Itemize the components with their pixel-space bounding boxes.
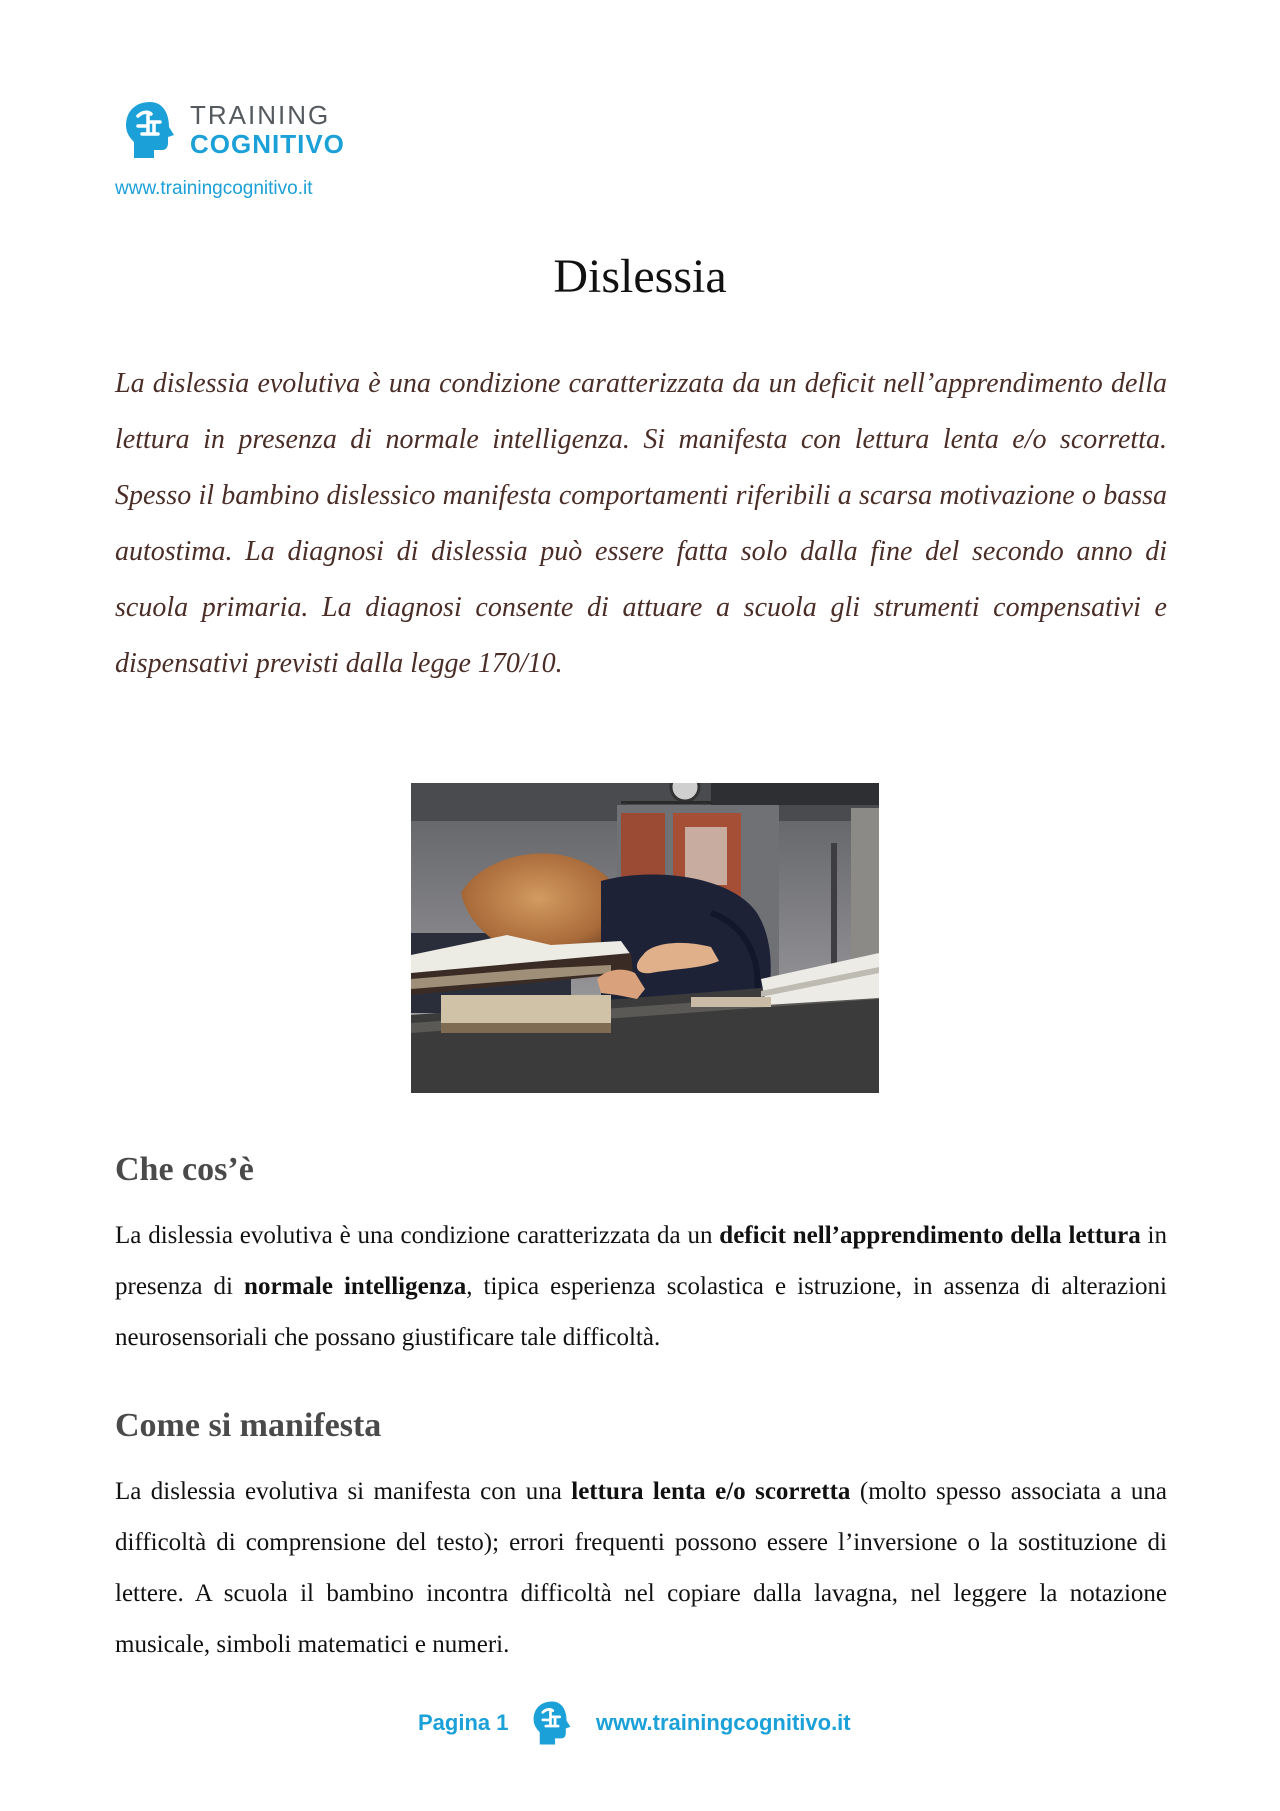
footer-site-url[interactable]: www.trainingcognitivo.it <box>596 1710 851 1735</box>
paragraph-come-si-manifesta <box>115 1466 1167 1670</box>
page-number: Pagina 1 <box>418 1710 509 1735</box>
heading-come-si-manifesta: Come si manifesta <box>115 1407 382 1444</box>
text-fragment: La dislessia evolutiva si manifesta con una <box>115 1478 572 1505</box>
bold-phrase: lettura lenta e/o scorretta <box>571 1478 851 1505</box>
page-title: Dislessia <box>553 250 727 303</box>
paragraph-che-cose <box>115 1210 1167 1363</box>
text-fragment: La dislessia evolutiva è una condizione caratterizzata da un <box>115 1222 720 1249</box>
text-fragment: in presenza di <box>115 1222 1167 1300</box>
text-fragment: (molto spesso associata a una difficoltà di comprensione del testo); errori frequenti possono essere l’inversione o la sostituzione di lettere. A scuola il bambino incontra difficoltà nel copiare dalla lavagna, nel leggere la notazione musicale, simboli matematici e numeri. <box>115 1478 1168 1658</box>
head-brain-icon <box>532 1700 572 1746</box>
page-footer <box>0 1700 1280 1746</box>
head-brain-icon <box>124 100 176 160</box>
lead-paragraph: La dislessia evolutiva è una condizione caratterizzata da un deficit nell’apprendimento della lettura in presenza di normale intelligenza. Si manifesta con lettura lenta e/o scorretta. Spesso il bambino dislessico manifesta comportamenti riferibili a scarsa motivazione o bassa autostima. La diagnosi di dislessia può essere fatta solo dalla fine del secondo anno di scuola primaria. La diagnosi consente di attuare a scuola gli strumenti compensativi e dispensativi previsti dalla legge 170/10. <box>115 368 1167 679</box>
student-on-books-photo <box>411 783 879 1093</box>
logo-text-training: TRAINING <box>190 100 331 130</box>
text-fragment: , tipica esperienza scolastica e istruzione, in assenza di alterazioni neurosensoriali che possano giustificare tale difficoltà. <box>115 1273 1167 1351</box>
logo-text-cognitivo: COGNITIVO <box>190 129 345 159</box>
brand-logo <box>118 96 378 166</box>
heading-che-cose: Che cos’è <box>115 1151 254 1188</box>
header-site-url[interactable]: www.trainingcognitivo.it <box>115 178 313 199</box>
bold-phrase: normale intelligenza <box>244 1273 467 1300</box>
bold-phrase: deficit nell’apprendimento della lettura <box>719 1222 1141 1249</box>
